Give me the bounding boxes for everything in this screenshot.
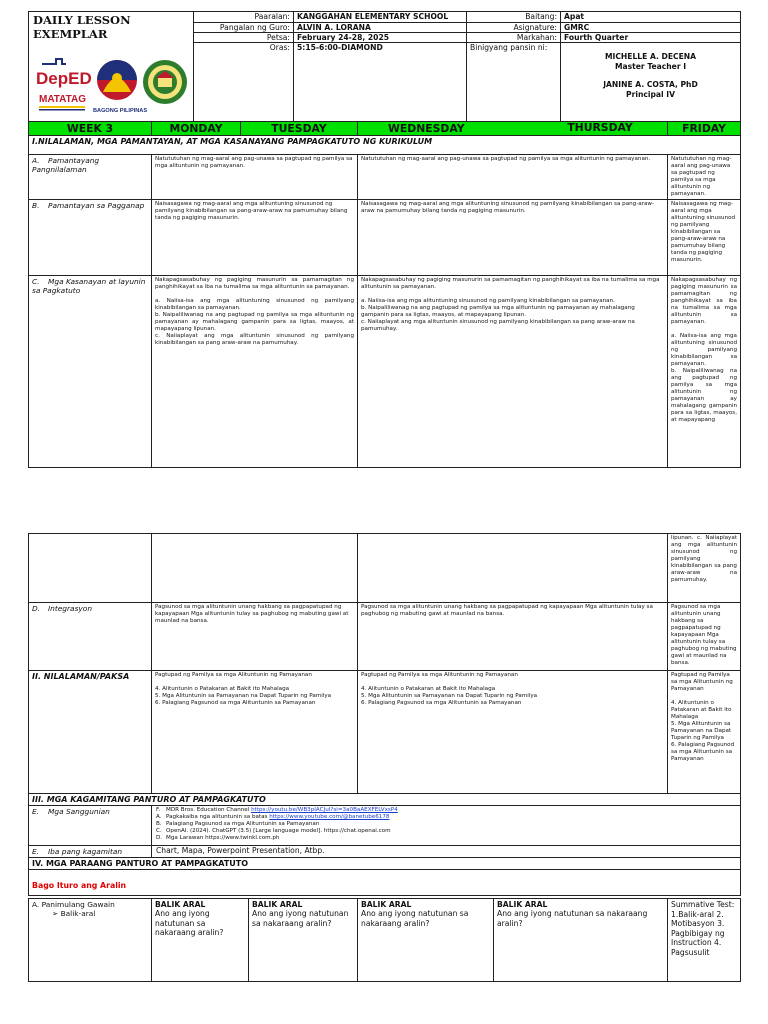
monday-balik-t: Ano ang iyong natutunan sa nakaraang aralin? <box>155 909 224 937</box>
monday-balik-h: BALIK ARAL <box>155 900 206 909</box>
section1-title: I.NILALAMAN, MGA PAMANTAYAN, AT MGA KASANAYANG PAMPAGKATUTO NG KURIKULUM <box>29 136 741 155</box>
field-value-time: 5:15-6:00-DIAMOND <box>294 43 467 133</box>
wednesday-c-p4: c. Naiiaplayat ang mga alituntunin sinusunod ng pamilyang kinabibilangan sa pang araw-araw na pamumuhay. <box>361 319 635 332</box>
wednesday-c <box>358 276 668 468</box>
wednesday-paksa-2: 4. Alituntunin o Patakaran at Bakit ito Mahalaga <box>361 686 496 692</box>
ref-3: B. Palagiang Pagsunod sa mga Alituntunin sa Pamayanan <box>156 821 320 827</box>
wednesday-c-p2: a. Naiisa-isa ang mga alituntuning sinusunod ng pamilyang kinabibilangan sa pamayanan. <box>361 298 615 304</box>
week-header-row <box>29 122 741 136</box>
friday-c-p3: b. Naipaliliwanag na ang pagtupad ng pamilya sa mga alituntunin ng pamayanan ay mahalagang gampanin para sa ligtas, maayos, at mapayapang <box>671 368 737 423</box>
field-value-subject: GMRC <box>561 23 741 33</box>
row-label-iba: E. Iba pang kagamitan <box>29 846 152 858</box>
lesson-header <box>28 11 740 119</box>
friday-paksa-2: 4. Alituntunin o Patakaran at Bakit ito Mahalaga <box>671 700 732 720</box>
signatories <box>561 43 741 133</box>
monday-paksa-4: 6. Palagiang Pagsunod sa mga Alituntunin sa Pamayanan <box>155 700 316 706</box>
signatory-name-2: JANINE A. COSTA, PhD <box>603 80 698 89</box>
school-seal-logo <box>141 58 189 106</box>
monday-c-p2: a. Naiisa-isa ang mga alituntuning sinusunod ng pamilyang kinabibilangan sa pamayanan. <box>155 298 354 311</box>
wednesday-balik <box>358 899 494 982</box>
document-title: DAILY LESSON EXEMPLAR <box>33 13 131 41</box>
ref-1-link[interactable]: https://youtu.be/WB3pIACJuI?si=3a0BaAEXFELVxsP4 <box>251 807 398 813</box>
field-value-school: KANGGAHAN ELEMENTARY SCHOOL <box>294 12 467 23</box>
friday-paksa <box>668 671 741 794</box>
wednesday-d: Pagsunod sa mga alituntunin unang hakbang sa pagpapatupad ng kapayapaan Mga alituntunin tulay sa paghubog ng mabuting gawi at maunlad na bansa. <box>358 603 668 671</box>
friday-d: Pagsunod sa mga alituntunin unang hakbang sa pagpapatupad ng kapayapaan Mga alituntunin tulay sa paghubog ng mabuting gawi at maunlad na bansa. <box>668 603 741 671</box>
row-kasanayan-cont <box>29 534 741 603</box>
friday-paksa-3: 5. Mga Alituntunin sa Pamayanan na Dapat Tuparin ng Pamilya <box>671 721 732 741</box>
row-kasanayan <box>29 276 741 468</box>
thursday-balik-h: BALIK ARAL <box>497 900 548 909</box>
monday-paksa-2: 4. Alituntunin o Patakaran at Bakit ito Mahalaga <box>155 686 290 692</box>
row-sanggunian <box>29 806 741 846</box>
friday-c-p2: a. Naiisa-isa ang mga alituntuning sinusunod ng pamilyang kinabibilangan sa pamayanan. <box>671 333 737 367</box>
row-iba-pang <box>29 846 741 858</box>
field-label-teacher: Pangalan ng Guro: <box>194 23 294 33</box>
monday-c-p1: Nakapagsasabuhay ng pagiging masunurin sa pamamagitan ng panghihikayat sa iba na tumalima sa mga alituntunin sa pamayanan. <box>155 277 354 290</box>
friday-paksa-4: 6. Palagiang Pagsunod sa mga Alituntunin sa Pamayanan <box>671 742 735 762</box>
section2-title: II. NILALAMAN/PAKSA <box>29 671 152 794</box>
tuesday-balik-t: Ano ang iyong natutunan sa nakaraang aralin? <box>252 909 349 928</box>
field-label-grade: Baitang: <box>467 12 561 23</box>
friday-summative: Summative Test: 1.Balik-aral 2. Motibasyon 3. Pagbibigay ng Instruction 4. Pagsusulit <box>668 899 741 982</box>
page1-table <box>28 121 740 136</box>
bagong-pilipinas-logo <box>91 56 147 118</box>
panimula-label-cell <box>29 899 152 982</box>
thursday-balik <box>494 899 668 982</box>
page2-table <box>28 533 740 896</box>
wednesday-paksa-3: 5. Mga Alituntunin sa Pamayanan na Dapat Tuparin ng Pamilya <box>361 693 538 699</box>
field-value-date: February 24-28, 2025 <box>294 33 467 43</box>
arrow-bullet-icon: ➢ <box>52 909 59 918</box>
row-label-e: E. Mga Sanggunian <box>29 806 152 846</box>
monday-c <box>152 276 358 468</box>
monday-a: Natututuhan ng mag-aaral ang pag-unawa sa pagtupad ng pamilya sa mga alituntunin ng pamayanan. <box>152 155 358 200</box>
monday-paksa-3: 5. Mga Alituntunin sa Pamayanan na Dapat Tuparin ng Pamilya <box>155 693 332 699</box>
ref-4: C. OpenAI. (2024). ChatGPT (3.5) [Large language model]. https://chat.openai.com <box>156 828 391 834</box>
day-monday: MONDAY <box>152 122 241 136</box>
wednesday-balik-h: BALIK ARAL <box>361 900 412 909</box>
deped-wordmark: DepED <box>36 69 92 88</box>
monday-paksa <box>152 671 358 794</box>
row-panimula <box>29 899 741 982</box>
signatory-title-2: Principal IV <box>626 89 675 99</box>
monday-b: Naisasagawa ng mag-aaral ang mga alituntuning sinusunod ng pamilyang kinabibilangan sa pang-araw-araw na pamumuhay bilang tanda ng pagiging masunurin. <box>152 200 358 276</box>
wednesday-paksa-4: 6. Palagiang Pagsunod sa mga Alituntunin sa Pamayanan <box>361 700 522 706</box>
header-title-cell <box>29 12 194 133</box>
monday-c-p3: b. Naipaliliwanag na ang pagtupad ng pamilya sa mga alituntunin ng pamayanan ay mahalagang gampanin para sa ligtas, maayos, at mapayapang lipunan. <box>155 312 354 332</box>
week-label: WEEK 3 <box>29 122 152 136</box>
deped-logo <box>34 58 94 120</box>
tuesday-balik-h: BALIK ARAL <box>252 900 303 909</box>
field-value-quarter: Fourth Quarter <box>561 33 741 43</box>
ref-1: F. MDR Bros. Education Channel https://youtu.be/WB3pIACJuI?si=3a0BaAEXFELVxsP4 <box>156 807 398 813</box>
matatag-wordmark: MATATAG <box>39 94 87 105</box>
tuesday-balik <box>249 899 358 982</box>
row-label-c: C. Mga Kasanayan at layunin sa Pagkatuto <box>29 276 152 468</box>
day-tuesday: TUESDAY <box>241 122 358 136</box>
row-label-d: D. Integrasyon <box>29 603 152 671</box>
wednesday-a: Natututuhan ng mag-aaral ang pag-unawa sa pagtupad ng pamilya sa mga alituntunin ng pamayanan. <box>358 155 668 200</box>
signatory-name-1: MICHELLE A. DECENA <box>604 52 697 61</box>
friday-a: Natututuhan ng mag-aaral ang pag-unawa sa pagtupad ng pamilya sa mga alituntunin ng pamayanan. <box>668 155 741 200</box>
bago-ituro-row <box>29 870 741 896</box>
row-pamantayan-sa-pagganap <box>29 200 741 276</box>
sanggunian-list <box>152 806 741 846</box>
row-nilalaman <box>29 671 741 794</box>
logos <box>29 42 193 132</box>
field-label-checked-by: Binigyang pansin ni: <box>467 43 561 133</box>
field-label-date: Petsa: <box>194 33 294 43</box>
row-label-a: A. Pamantayang Pangnilalaman <box>29 155 152 200</box>
monday-d: Pagsunod sa mga alituntunin unang hakbang sa pagpapatupad ng kapayapaan Mga alituntunin tulay sa paghubog ng mabuting gawi at maunlad na bansa. <box>152 603 358 671</box>
panimula-label: A. Panimulang Gawain <box>32 900 115 909</box>
day-wednesday: WEDNESDAY <box>358 122 668 136</box>
row-pamantayang-pangnilalaman <box>29 155 741 200</box>
ref-2: A. Pagkakaiba nga alituntunin sa batas https://www.youtube.com/@banetube6178 <box>156 814 390 820</box>
friday-c-cont: lipunan. c. Naiiaplayat ang mga alituntunin sinusunod ng pamilyang kinabibilangan sa pang araw-araw na pamumuhay. <box>668 534 741 603</box>
day-friday: FRIDAY <box>668 122 741 136</box>
friday-b: Naisasagawa ng mag-aaral ang mga alituntuning sinusunod ng pamilyang kinabibilangan sa pang-araw-araw na pamumuhay bilang tanda ng pagiging masunurin. <box>668 200 741 276</box>
wednesday-paksa <box>358 671 668 794</box>
day-thursday: THURSDAY <box>567 121 633 134</box>
row-label-b: B. Pamantayan sa Pagganap <box>29 200 152 276</box>
field-label-subject: Asignature: <box>467 23 561 33</box>
iba-pang-value: Chart, Mapa, Powerpoint Presentation, Atbp. <box>152 846 741 858</box>
wednesday-paksa-1: Pagtupad ng Pamilya sa mga Alituntunin ng Pamayanan <box>361 672 518 678</box>
section4-title: IV. MGA PARAANG PANTURO AT PAMPAGKATUTO <box>29 858 741 870</box>
wednesday-c-p1: Nakapagsasabuhay ng pagiging masunurin sa pamamagitan ng panghihikayat sa iba na tumalima sa mga alituntunin sa pamayanan. <box>361 277 660 290</box>
signatory-title-1: Master Teacher I <box>614 61 687 71</box>
monday-c-p4: c. Naiiaplayat ang mga alituntunin sinusunod ng pamilyang kinabibilangan sa pang araw-araw na pamumuhay. <box>155 333 354 346</box>
page1-body <box>28 135 740 468</box>
friday-c-p1: Nakapagsasabuhay ng pagiging masunurin sa pamamagitan ng panghihikayat sa iba na tumalima sa mga alituntunin sa pamayanan. <box>671 277 737 325</box>
field-label-time: Oras: <box>194 43 294 133</box>
wednesday-balik-t: Ano ang iyong natutunan sa nakaraang aralin? <box>361 909 469 928</box>
field-label-school: Paaralan: <box>194 12 294 23</box>
friday-paksa-1: Pagtupad ng Pamilya sa mga Alituntunin ng Pamayanan <box>671 672 733 692</box>
row-integrasyon <box>29 603 741 671</box>
thursday-balik-t: Ano ang iyong natutunan sa nakaraang aralin? <box>497 909 648 928</box>
ref-2-link[interactable]: https://www.youtube.com/@banetube6178 <box>269 814 390 820</box>
section3-title: III. MGA KAGAMITANG PANTURO AT PAMPAGKATUTO <box>29 794 741 806</box>
wednesday-c-p3: b. Naipaliliwanag na ang pagtupad ng pamilya sa mga alituntunin ng pamayanan ay mahalagang gampanin para sa ligtas, maayos, at mapayapang lipunan. <box>361 305 635 318</box>
wednesday-b: Naisasagawa ng mag-aaral ang mga alituntuning sinusunod ng pamilyang kinabibilangan sa pang-araw-araw na pamumuhay bilang tanda ng pagiging masunurin. <box>358 200 668 276</box>
friday-c <box>668 276 741 468</box>
field-value-grade: Apat <box>561 12 741 23</box>
ref-5: D. Mga Larawan https://www.twinkl.com.ph <box>156 835 280 841</box>
bago-ituro-label: Bago Ituro ang Aralin <box>32 881 127 890</box>
bagong-pilipinas-wordmark: BAGONG PILIPINAS <box>93 108 147 114</box>
field-label-quarter: Markahan: <box>467 33 561 43</box>
monday-balik <box>152 899 249 982</box>
field-value-teacher: ALVIN A. LORANA <box>294 23 467 33</box>
balik-aral-sub: ➢ Balik-aral <box>52 909 96 918</box>
monday-paksa-1: Pagtupad ng Pamilya sa mga Alituntunin ng Pamayanan <box>155 672 312 678</box>
panimula-table <box>28 898 740 982</box>
